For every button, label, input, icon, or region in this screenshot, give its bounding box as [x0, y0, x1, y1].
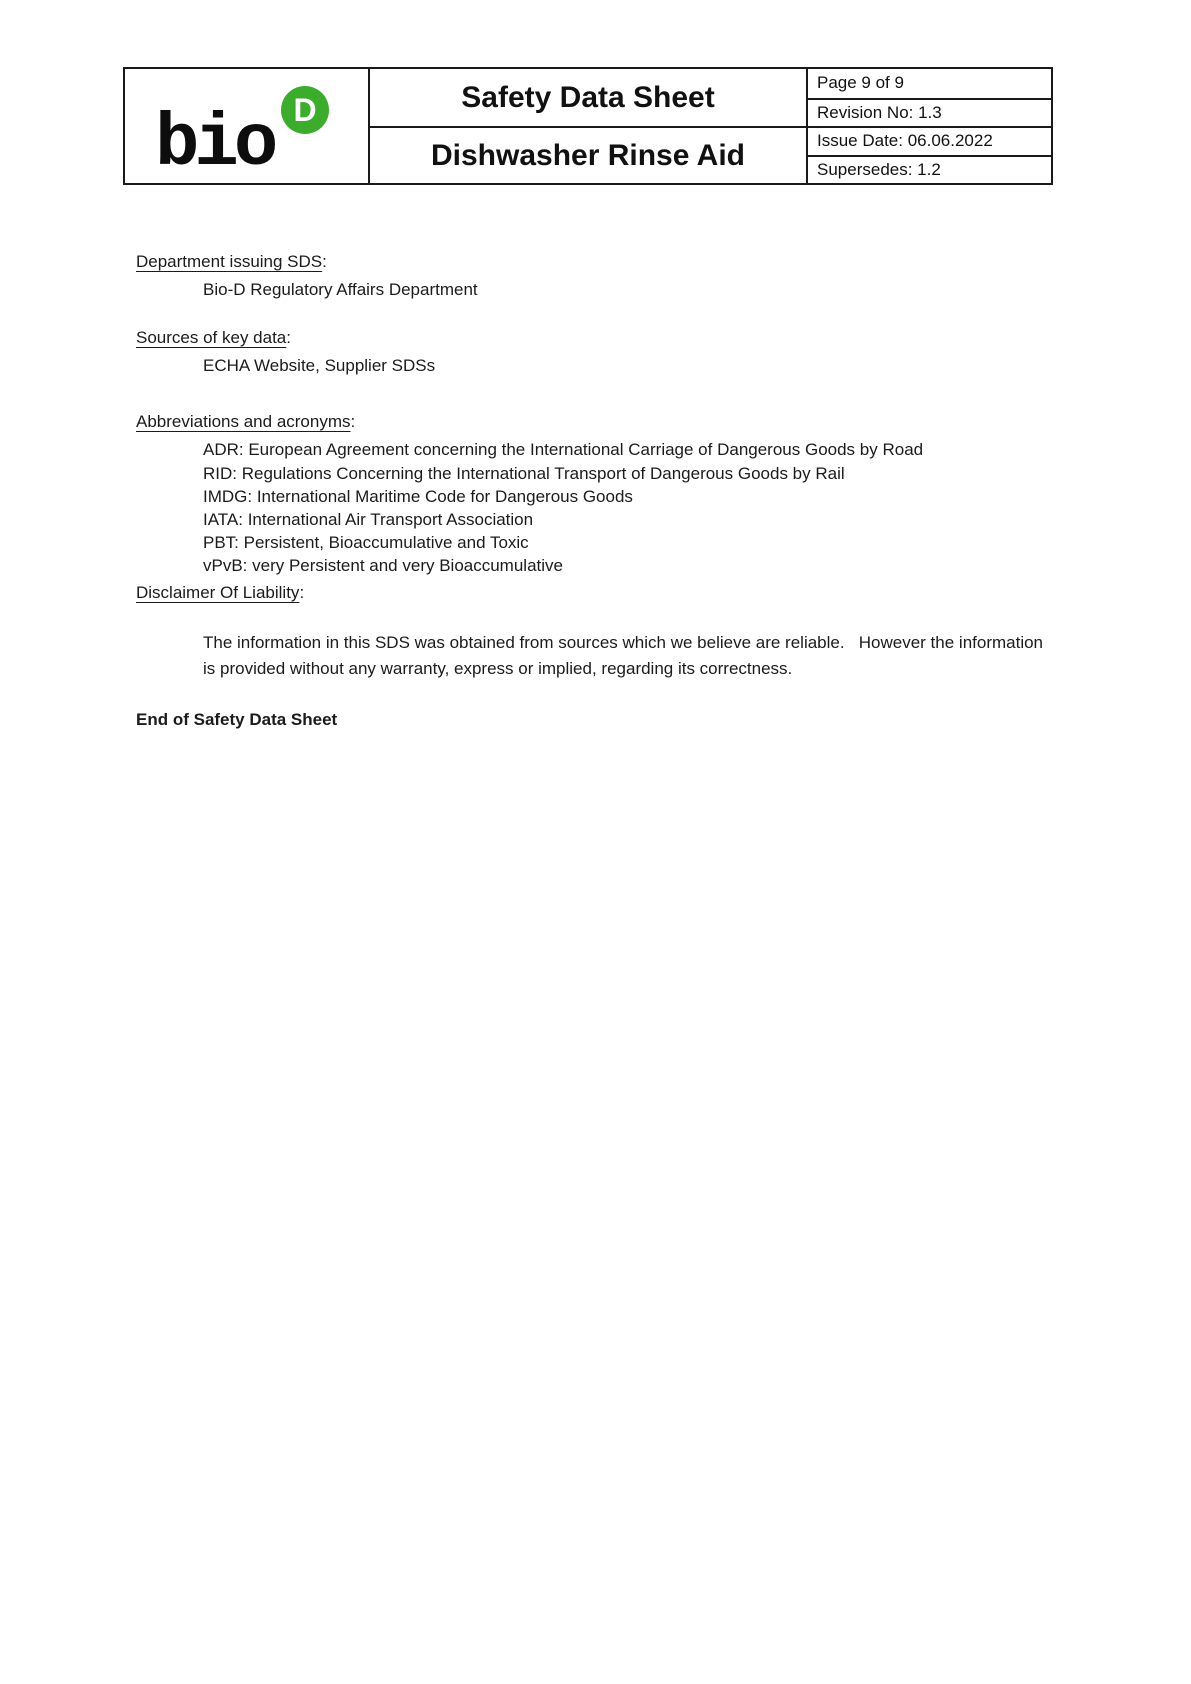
section-item: ECHA Website, Supplier SDSs	[203, 356, 436, 376]
heading-text: Disclaimer Of Liability	[136, 582, 300, 602]
section-heading-disclaimer	[136, 581, 1056, 604]
section-heading-abbreviations	[136, 410, 1056, 433]
heading-colon: :	[350, 412, 356, 432]
heading-colon: :	[286, 328, 291, 348]
section-item: PBT: Persistent, Bioaccumulative and Toxic	[203, 533, 529, 553]
header-meta-cell	[808, 69, 1051, 183]
section-item: Bio-D Regulatory Affairs Department	[203, 280, 478, 299]
document-title: Safety Data Sheet	[461, 80, 715, 114]
section-item: RID: Regulations Concerning the International Transport of Dangerous Goods by Rail	[203, 463, 845, 483]
heading-text: Department issuing SDS	[136, 252, 323, 271]
product-title: Dishwasher Rinse Aid	[370, 126, 806, 183]
heading-text: Sources of key data	[136, 328, 287, 348]
bio-d-logo-badge-icon: D	[281, 86, 329, 134]
section-item: IATA: International Air Transport Association	[203, 510, 534, 530]
logo-cell: bio D	[125, 69, 368, 183]
section-heading-department	[136, 250, 1056, 273]
section-heading-sources	[136, 326, 1056, 349]
page-number: Page 9 of 9	[817, 73, 904, 93]
heading-colon: :	[322, 252, 327, 271]
issue-date: Issue Date: 06.06.2022	[808, 126, 1051, 155]
section-item: vPvB: very Persistent and very Bioaccumulative	[203, 556, 563, 576]
header-table	[123, 67, 1053, 185]
heading-colon: :	[299, 582, 305, 602]
heading-text: Abbreviations and acronyms	[136, 412, 351, 432]
end-of-sds-note: End of Safety Data Sheet	[136, 709, 338, 729]
section-item: ADR: European Agreement concerning the International Carriage of Dangerous Goods by Road	[203, 440, 924, 460]
supersedes-version: Supersedes: 1.2	[808, 155, 1051, 184]
revision-number: Revision No: 1.3	[808, 98, 1051, 127]
section-item: IMDG: International Maritime Code for Dangerous Goods	[203, 486, 633, 506]
document-body	[136, 250, 1056, 731]
header-title-cell	[368, 69, 808, 183]
disclaimer-paragraph: The information in this SDS was obtained from sources which we believe are reliable. However the information is provided without any warranty, express or implied, regarding its correctness.	[203, 632, 1048, 678]
